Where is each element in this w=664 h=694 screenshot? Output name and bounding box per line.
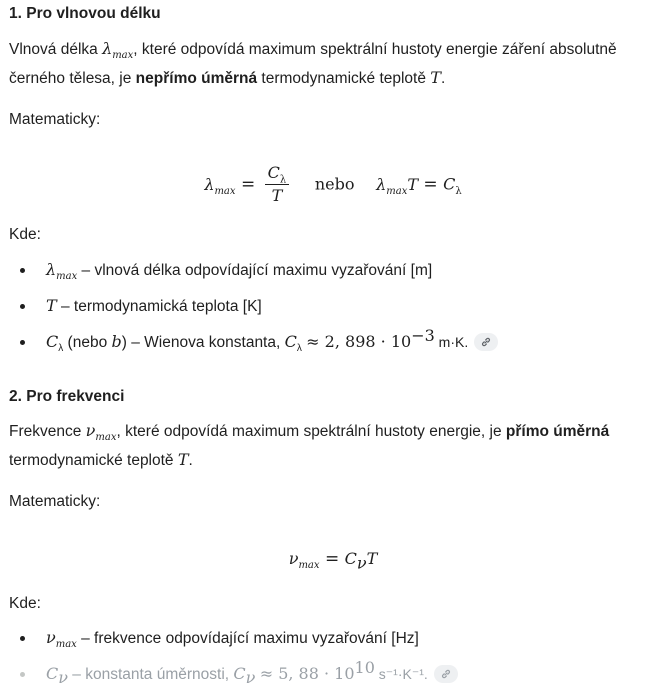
definitions-list-2 (9, 620, 657, 692)
paragraph-wavelength: Vlnová délka $\lambda_{max}$, které odpovídá maximum spektrální hustoty energie záření absolutně černého tělesa, je nepřímo úměrná termodynamické teplotě T. (9, 39, 617, 87)
section-heading-wavelength: 1. Pro vlnovou délku (9, 5, 161, 22)
list-item: $\nu_{max}$ – frekvence odpovídající maximu vyzařování [Hz] (9, 620, 657, 656)
bold-inverse: nepřímo úměrná (135, 70, 258, 87)
math-label-1: Matematicky: (9, 111, 101, 128)
link-icon[interactable] (434, 665, 458, 683)
list-item: $C_\nu$ – konstanta úměrnosti, $C_\nu \approx 5$, $88 \cdot 10^{10}$ s⁻¹·K⁻¹. (9, 656, 657, 692)
kde-label-1: Kde: (9, 226, 41, 243)
equation-wien-frequency: $\nu_{max} = C_\nu T$ (288, 549, 378, 573)
bold-direct: přímo úměrná (505, 423, 610, 440)
kde-label-2: Kde: (9, 595, 41, 612)
math-label-2: Matematicky: (9, 493, 101, 510)
equation-wien-wavelength: $\lambda_{max}$ = $\frac{C_\lambda}{T}$ nebo $\lambda_{max}T = C_\lambda$ (204, 163, 462, 205)
list-item: $\lambda_{max}$ – vlnová délka odpovídající maximu vyzařování [m] (9, 252, 657, 288)
link-icon[interactable] (474, 333, 498, 351)
list-item: T – termodynamická teplota [K] (9, 288, 657, 324)
section-heading-frequency: 2. Pro frekvenci (9, 388, 125, 405)
list-item: $C_\lambda$ (nebo b) – Wienova konstanta, $C_\lambda \approx 2$, $898 \cdot 10^{-3}$ m·K. (9, 324, 657, 360)
paragraph-frequency: Frekvence $\nu_{max}$, které odpovídá maximum spektrální hustoty energie, je přímo úměrná termodynamické teplotě T. (9, 421, 610, 469)
definitions-list-1 (9, 252, 657, 360)
